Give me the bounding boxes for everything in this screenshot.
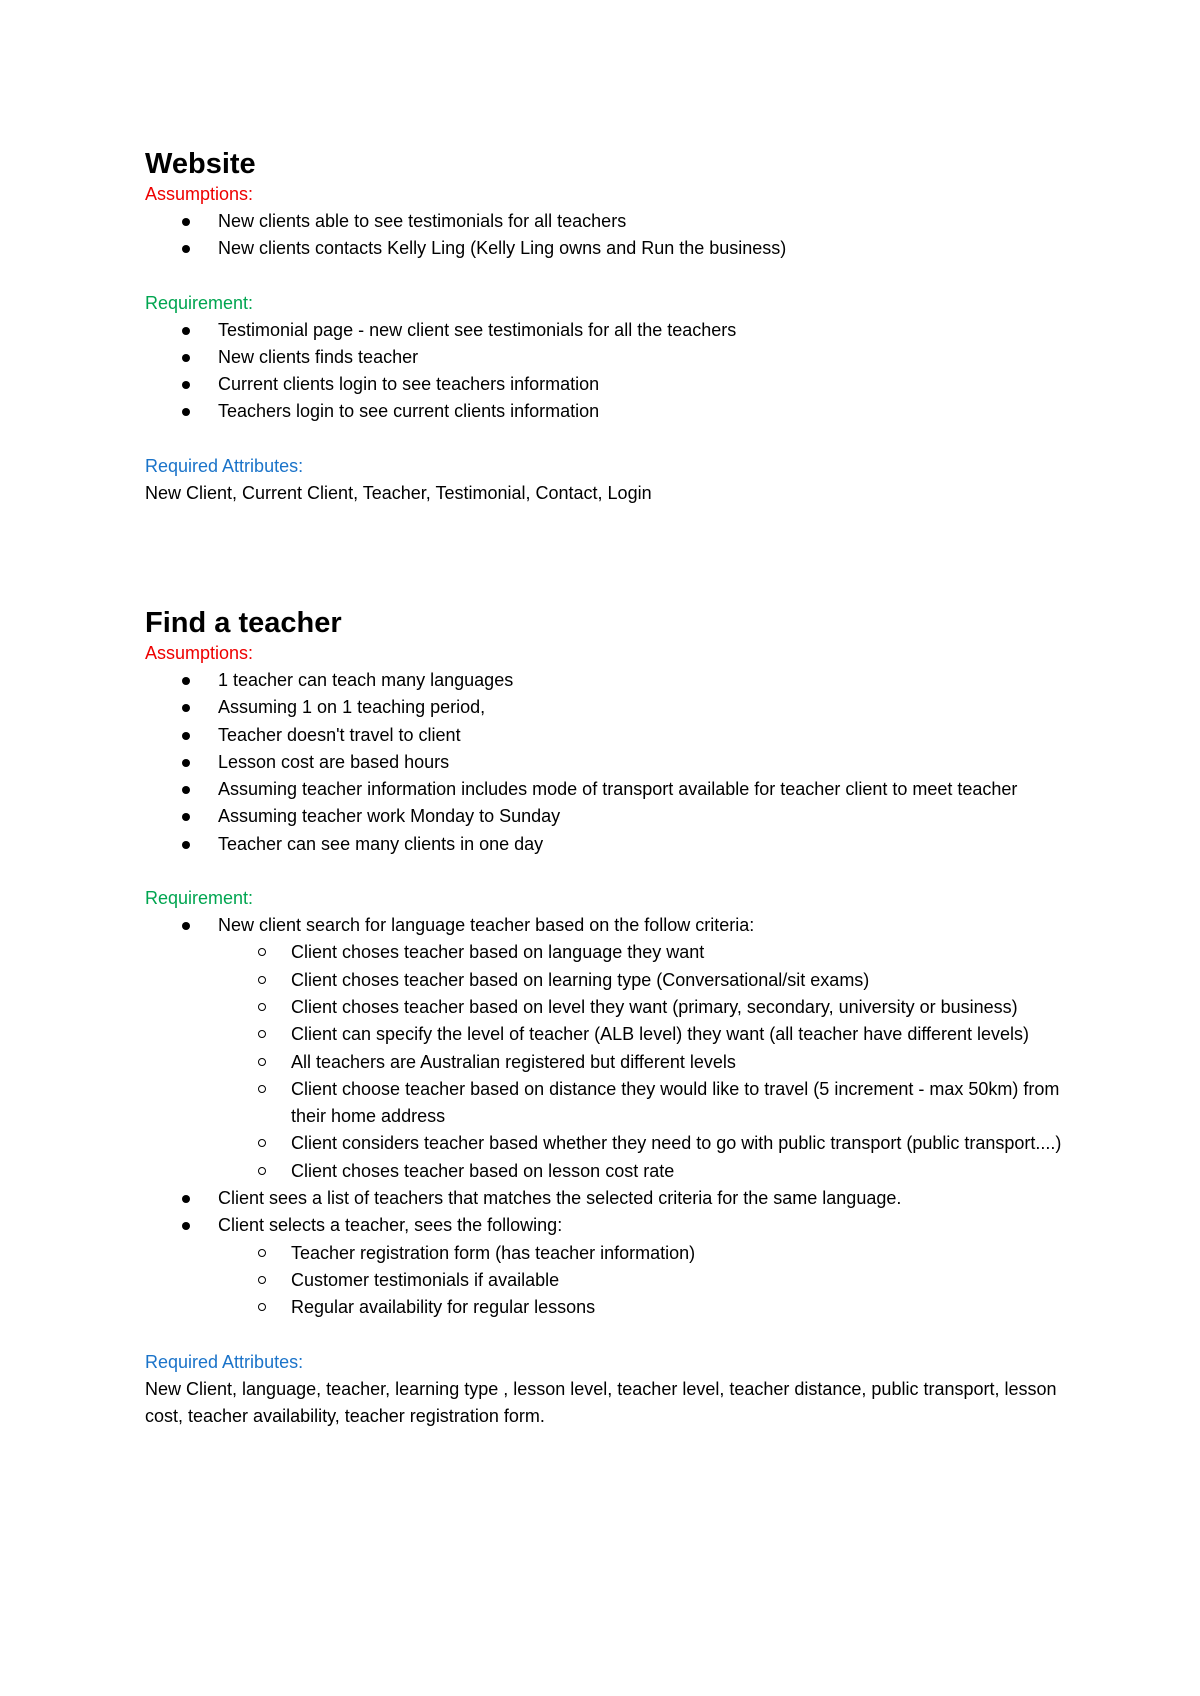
list-item: 1 teacher can teach many languages bbox=[145, 667, 1065, 694]
section-title: Website bbox=[145, 148, 256, 180]
list-item: Assuming teacher information includes mode of transport available for teacher client to meet teacher bbox=[145, 776, 1065, 803]
sub-list-item: Regular availability for regular lessons bbox=[218, 1294, 1065, 1321]
circle-bullet-icon bbox=[258, 1139, 266, 1147]
list-item: Testimonial page - new client see testimonials for all the teachers bbox=[145, 317, 1065, 344]
list-item: Assuming 1 on 1 teaching period, bbox=[145, 694, 1065, 721]
requirements-list bbox=[145, 317, 1065, 426]
list-item: Current clients login to see teachers information bbox=[145, 371, 1065, 398]
assumptions-label: Assumptions: bbox=[145, 184, 254, 204]
bullet-icon bbox=[182, 1195, 190, 1203]
circle-bullet-icon bbox=[258, 1276, 266, 1284]
sub-list-item: Client choses teacher based on language they want bbox=[218, 939, 1065, 966]
list-item: Lesson cost are based hours bbox=[145, 749, 1065, 776]
list-item: Teachers login to see current clients information bbox=[145, 398, 1065, 425]
assumptions-list bbox=[145, 208, 1065, 263]
bullet-icon bbox=[182, 354, 190, 362]
attributes-text: New Client, language, teacher, learning type , lesson level, teacher level, teacher distance, public transport, lesson cost, teacher availability, teacher registration form. bbox=[145, 1378, 1057, 1426]
section-website bbox=[145, 147, 1065, 507]
circle-bullet-icon bbox=[258, 1303, 266, 1311]
requirement-label: Requirement: bbox=[145, 888, 254, 909]
circle-bullet-icon bbox=[258, 1030, 266, 1038]
bullet-icon bbox=[182, 786, 190, 794]
sub-list-item: Teacher registration form (has teacher information) bbox=[218, 1240, 1065, 1267]
sub-list bbox=[218, 939, 1065, 1185]
list-item: New clients finds teacher bbox=[145, 344, 1065, 371]
attributes-text: New Client, Current Client, Teacher, Testimonial, Contact, Login bbox=[145, 482, 652, 503]
circle-bullet-icon bbox=[258, 948, 266, 956]
sub-list-item: Client choses teacher based on lesson cost rate bbox=[218, 1158, 1065, 1185]
sub-list-item: Client choses teacher based on learning type (Conversational/sit exams) bbox=[218, 967, 1065, 994]
bullet-icon bbox=[182, 704, 190, 712]
sub-list bbox=[218, 1240, 1065, 1322]
bullet-icon bbox=[182, 408, 190, 416]
circle-bullet-icon bbox=[258, 1085, 266, 1093]
bullet-icon bbox=[182, 759, 190, 767]
bullet-icon bbox=[182, 922, 190, 930]
bullet-icon bbox=[182, 813, 190, 821]
attributes-label: Required Attributes: bbox=[145, 455, 304, 476]
circle-bullet-icon bbox=[258, 1249, 266, 1257]
circle-bullet-icon bbox=[258, 976, 266, 984]
section-title: Find a teacher bbox=[145, 607, 342, 639]
list-item: New client search for language teacher based on the follow criteria: Client choses teacher based on language they want Client choses teacher based on learning type (Conversational/sit exams) Client choses teacher based on level they want (primary, secondary, university or business) Client can specify the level of teacher (ALB level) they want (all teacher have different levels) All teachers are Australian registered but different levels Client choose teacher based on distance they would like to travel (5 increment - max 50km) from their home address Client considers teacher based whether they need to go with public transport (public transport....) Client choses teacher based on lesson cost rate bbox=[145, 912, 1065, 1185]
sub-list-item: Client choses teacher based on level they want (primary, secondary, university or business) bbox=[218, 994, 1065, 1021]
sub-list-item: Client choose teacher based on distance they would like to travel (5 increment - max 50km) from their home address bbox=[218, 1076, 1065, 1131]
circle-bullet-icon bbox=[258, 1167, 266, 1175]
bullet-icon bbox=[182, 732, 190, 740]
list-item: New clients contacts Kelly Ling (Kelly Ling owns and Run the business) bbox=[145, 235, 1065, 262]
list-item: Assuming teacher work Monday to Sunday bbox=[145, 803, 1065, 830]
sub-list-item: Client can specify the level of teacher (ALB level) they want (all teacher have different levels) bbox=[218, 1021, 1065, 1048]
sub-list-item: All teachers are Australian registered but different levels bbox=[218, 1049, 1065, 1076]
list-item: New clients able to see testimonials for all teachers bbox=[145, 208, 1065, 235]
sub-list-item: Customer testimonials if available bbox=[218, 1267, 1065, 1294]
list-item: Teacher doesn't travel to client bbox=[145, 722, 1065, 749]
requirement-label: Requirement: bbox=[145, 292, 254, 313]
bullet-icon bbox=[182, 381, 190, 389]
requirements-list bbox=[145, 912, 1065, 1321]
list-item: Client selects a teacher, sees the following: Teacher registration form (has teacher information) Customer testimonials if available Regular availability for regular lessons bbox=[145, 1212, 1065, 1321]
attributes-label: Required Attributes: bbox=[145, 1351, 304, 1372]
bullet-icon bbox=[182, 218, 190, 226]
assumptions-list bbox=[145, 667, 1065, 858]
bullet-icon bbox=[182, 677, 190, 685]
list-item: Client sees a list of teachers that matches the selected criteria for the same language. bbox=[145, 1185, 1065, 1212]
section-find-a-teacher bbox=[145, 606, 1065, 1430]
sub-list-item: Client considers teacher based whether they need to go with public transport (public transport....) bbox=[218, 1130, 1065, 1157]
bullet-icon bbox=[182, 327, 190, 335]
bullet-icon bbox=[182, 245, 190, 253]
list-item: Teacher can see many clients in one day bbox=[145, 831, 1065, 858]
circle-bullet-icon bbox=[258, 1003, 266, 1011]
bullet-icon bbox=[182, 841, 190, 849]
assumptions-label: Assumptions: bbox=[145, 643, 254, 663]
circle-bullet-icon bbox=[258, 1058, 266, 1066]
bullet-icon bbox=[182, 1222, 190, 1230]
